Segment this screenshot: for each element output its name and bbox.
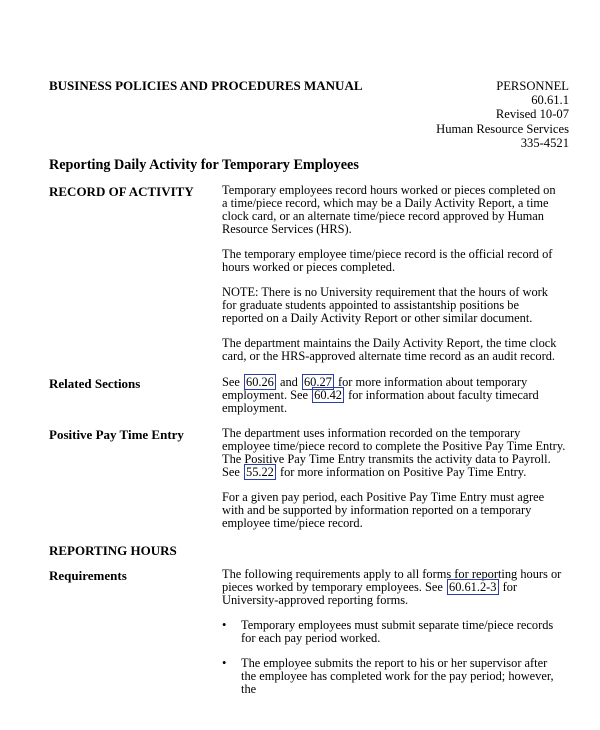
reporting-hours-heading: REPORTING HOURS: [49, 543, 177, 558]
department-name: Human Resource Services: [436, 121, 569, 136]
text-line: a time/piece record, which may be a Daily Activity Report, a time: [222, 196, 549, 210]
bullet-text: [241, 619, 571, 645]
text-line: University-approved reporting forms.: [222, 593, 409, 607]
text-line: Temporary employees must submit separate time/piece records: [241, 618, 554, 632]
section-name: PERSONNEL: [496, 79, 569, 93]
requirements-text: [222, 568, 572, 607]
text-line: with and be supported by information reported on a temporary: [222, 503, 532, 517]
text-line: [222, 466, 572, 479]
text-line: For a given pay period, each Positive Pay Time Entry must agree: [222, 490, 545, 504]
text-line: the employee has completed work for the pay period; however, the: [241, 669, 554, 696]
text-fragment: See: [222, 465, 243, 479]
record-of-activity-p2: [222, 248, 572, 274]
link-60-61-2-3[interactable]: 60.61.2-3: [449, 580, 497, 594]
positive-pay-label: Positive Pay Time Entry: [49, 427, 184, 442]
bullet-icon: •: [222, 618, 227, 632]
text-line: clock card, or an alternate time/piece record approved by Human: [222, 209, 545, 223]
record-of-activity-p4: [222, 337, 572, 363]
manual-title: BUSINESS POLICIES AND PROCEDURES MANUAL: [49, 78, 363, 93]
text-line: The temporary employee time/piece record is the official record of: [222, 247, 553, 261]
text-line: employee time/piece record.: [222, 516, 363, 530]
text-line: card, or the HRS-approved alternate time record as an audit record.: [222, 349, 556, 363]
requirements-label: Requirements: [49, 568, 127, 583]
page-title: Reporting Daily Activity for Temporary Employees: [49, 157, 359, 173]
link-60-42[interactable]: 60.42: [314, 388, 343, 402]
text-line: hours worked or pieces completed.: [222, 260, 396, 274]
text-line: reported on a Daily Activity Report or other similar document.: [222, 311, 533, 325]
text-fragment: for more information on Positive Pay Time Entry.: [276, 465, 527, 479]
text-line: employee time/piece record to complete the Positive Pay Time Entry.: [222, 439, 566, 453]
bullet-icon: •: [222, 656, 227, 670]
section-number: 60.61.1: [531, 93, 569, 108]
text-line: for graduate students appointed to assistantship positions be: [222, 298, 519, 312]
text-line: NOTE: There is no University requirement that the hours of work: [222, 285, 548, 299]
text-line: The department uses information recorded on the temporary: [222, 426, 521, 440]
text-line: The Positive Pay Time Entry transmits the activity data to Payroll.: [222, 452, 551, 466]
link-55-22[interactable]: 55.22: [246, 465, 274, 479]
text-fragment: and: [276, 375, 301, 389]
text-fragment: for information about faculty timecard: [345, 388, 539, 402]
record-of-activity-p1: [222, 184, 572, 236]
department-phone: 335-4521: [520, 135, 569, 150]
cut-off-line: [241, 669, 561, 696]
text-fragment: for more information about temporary: [334, 375, 528, 389]
text-line: The employee submits the report to his or her supervisor after: [241, 656, 548, 670]
related-sections-text: [222, 376, 572, 415]
text-fragment: pieces worked by temporary employees. See: [222, 580, 446, 594]
text-line: employment.: [222, 401, 288, 415]
text-fragment: See: [222, 375, 243, 389]
record-of-activity-note: [222, 286, 572, 325]
positive-pay-p1: [222, 427, 572, 479]
link-60-27[interactable]: 60.27: [303, 375, 332, 389]
revision-date: Revised 10-07: [495, 107, 569, 122]
positive-pay-p2: [222, 491, 572, 530]
text-fragment: for: [499, 580, 518, 594]
text-line: Temporary employees record hours worked or pieces completed on: [222, 183, 556, 197]
text-line: Resource Services (HRS).: [222, 222, 352, 236]
text-line: The department maintains the Daily Activity Report, the time clock: [222, 336, 557, 350]
record-of-activity-label: RECORD OF ACTIVITY: [49, 184, 194, 199]
link-60-26[interactable]: 60.26: [246, 375, 274, 389]
text-line: The following requirements apply to all forms for reporting hours or: [222, 567, 562, 581]
text-line: for each pay period worked.: [241, 631, 381, 645]
text-fragment: employment. See: [222, 388, 312, 402]
related-sections-label: Related Sections: [49, 376, 141, 391]
document-info: [436, 79, 569, 150]
